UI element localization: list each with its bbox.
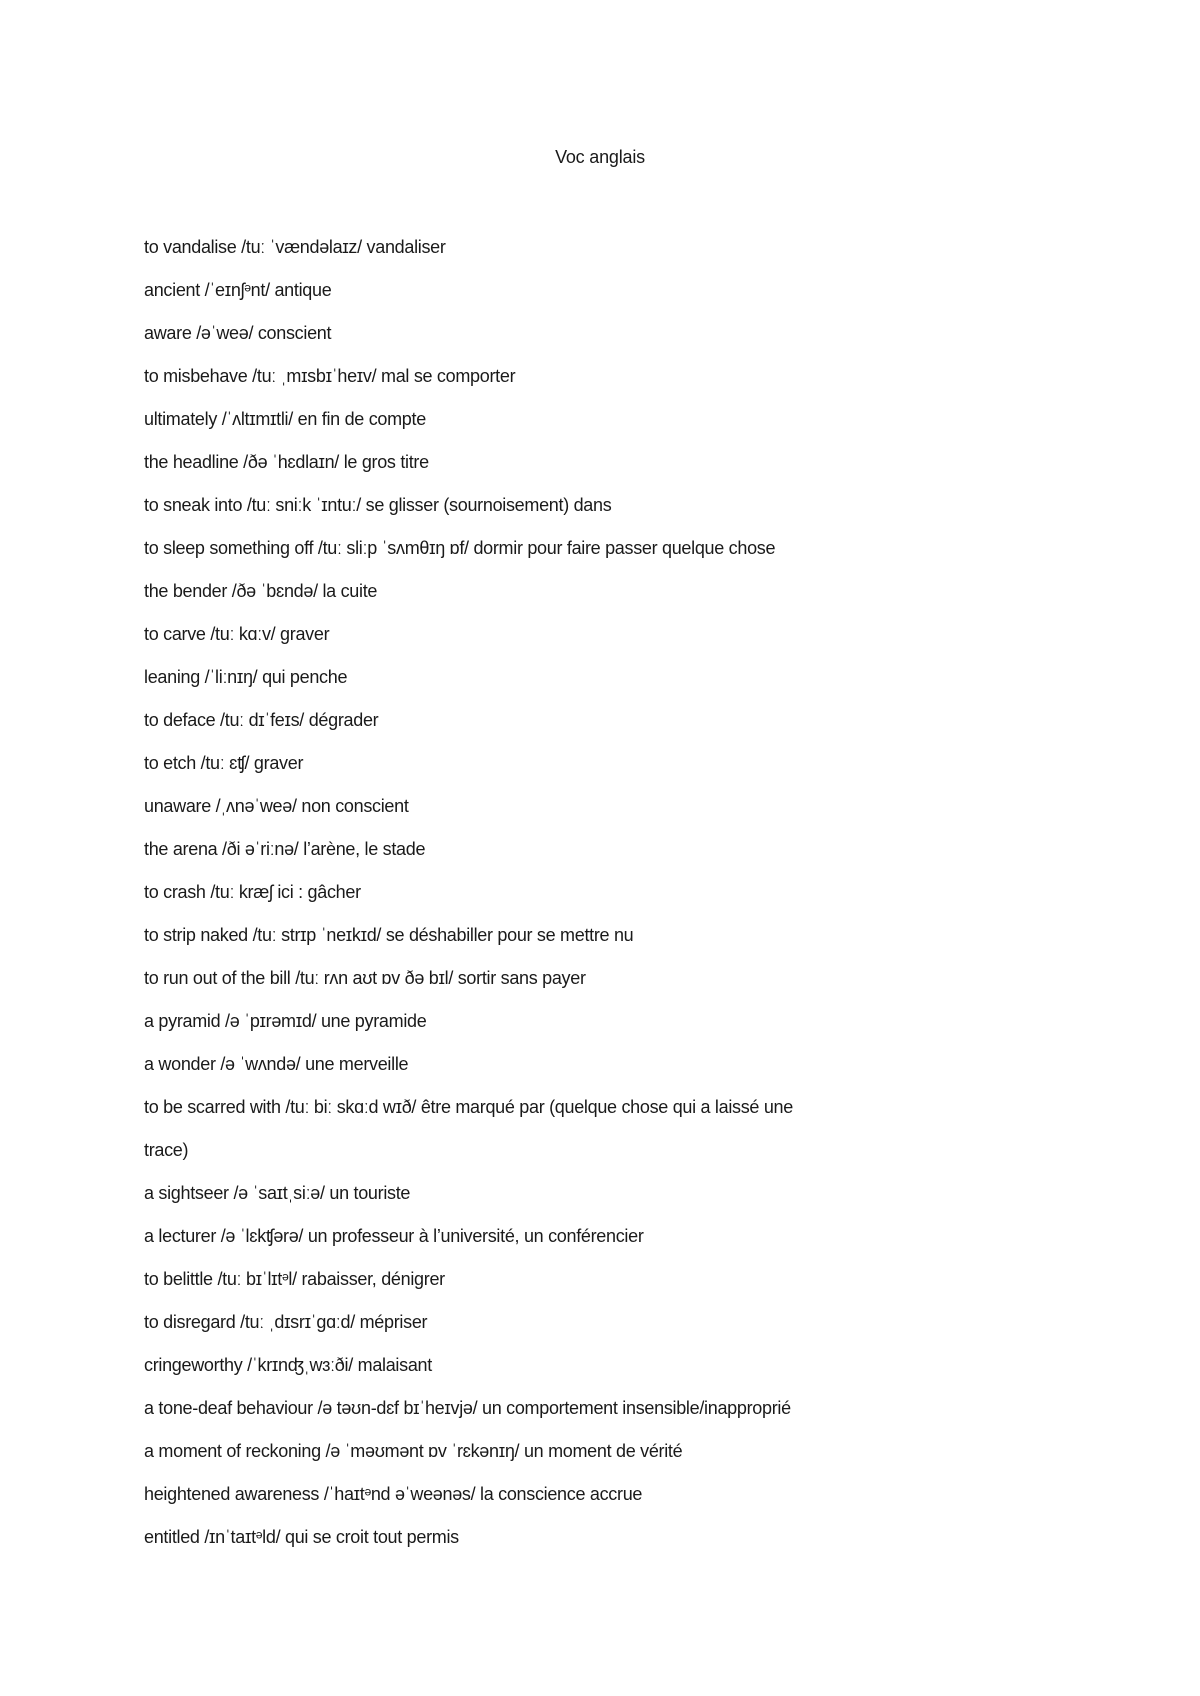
vocab-line: a sightseer /ə ˈsaɪtˌsiːə/ un touriste bbox=[144, 1183, 411, 1203]
vocab-line: to belittle /tuː bɪˈlɪtᵊl/ rabaisser, dénigrer bbox=[144, 1269, 445, 1289]
vocab-line: to sneak into /tuː sniːk ˈɪntuː/ se glisser (sournoisement) dans bbox=[144, 495, 612, 515]
vocab-line: aware /əˈweə/ conscient bbox=[144, 323, 332, 343]
vocab-line: to misbehave /tuː ˌmɪsbɪˈheɪv/ mal se comporter bbox=[144, 366, 516, 386]
vocab-line: to disregard /tuː ˌdɪsrɪˈgɑːd/ mépriser bbox=[144, 1312, 428, 1332]
vocab-line: to etch /tuː ɛʧ/ graver bbox=[144, 753, 304, 773]
vocab-line: to vandalise /tuː ˈvændəlaɪz/ vandaliser bbox=[144, 237, 446, 257]
vocab-line: to carve /tuː kɑːv/ graver bbox=[144, 624, 330, 644]
vocab-line: a wonder /ə ˈwʌndə/ une merveille bbox=[144, 1054, 409, 1074]
vocab-line: to crash /tuː kræʃ ici : gâcher bbox=[144, 882, 361, 902]
vocab-line: to run out of the bill /tuː rʌn aʊt ɒv ðə bɪl/ sortir sans payer bbox=[144, 968, 586, 988]
vocab-line: a moment of reckoning /ə ˈməʊmənt ɒv ˈrɛkənɪŋ/ un moment de vérité bbox=[144, 1441, 683, 1461]
vocab-line: to deface /tuː dɪˈfeɪs/ dégrader bbox=[144, 710, 379, 730]
vocab-line: ultimately /ˈʌltɪmɪtli/ en fin de compte bbox=[144, 409, 426, 429]
vocab-line: heightened awareness /ˈhaɪtᵊnd əˈweənəs/ la conscience accrue bbox=[144, 1484, 643, 1504]
vocab-line: leaning /ˈliːnɪŋ/ qui penche bbox=[144, 667, 348, 687]
vocab-line: to strip naked /tuː strɪp ˈneɪkɪd/ se déshabiller pour se mettre nu bbox=[144, 925, 634, 945]
vocab-line: ancient /ˈeɪnʃᵊnt/ antique bbox=[144, 280, 332, 300]
vocab-line: a lecturer /ə ˈlɛkʧərə/ un professeur à l’université, un conférencier bbox=[144, 1226, 644, 1246]
vocab-line: a pyramid /ə ˈpɪrəmɪd/ une pyramide bbox=[144, 1011, 427, 1031]
vocab-line: the arena /ði əˈriːnə/ l’arène, le stade bbox=[144, 839, 426, 859]
vocab-line: the bender /ðə ˈbɛndə/ la cuite bbox=[144, 581, 378, 601]
vocab-line: to be scarred with /tuː biː skɑːd wɪð/ être marqué par (quelque chose qui a laissé une bbox=[144, 1097, 793, 1117]
vocab-line: unaware /ˌʌnəˈweə/ non conscient bbox=[144, 796, 409, 816]
vocab-line: the headline /ðə ˈhɛdlaɪn/ le gros titre bbox=[144, 452, 429, 472]
vocab-line: a tone-deaf behaviour /ə təʊn-dɛf bɪˈheɪvjə/ un comportement insensible/inapproprié bbox=[144, 1398, 791, 1418]
document-title: Voc anglais bbox=[555, 147, 645, 167]
vocabulary-list bbox=[144, 226, 1044, 1559]
vocab-line: cringeworthy /ˈkrɪnʤˌwɜːði/ malaisant bbox=[144, 1355, 432, 1375]
vocab-line: to sleep something off /tuː sliːp ˈsʌmθɪŋ ɒf/ dormir pour faire passer quelque chose bbox=[144, 538, 776, 558]
vocab-line: entitled /ɪnˈtaɪtᵊld/ qui se croit tout permis bbox=[144, 1527, 459, 1547]
vocab-line-continuation: trace) bbox=[144, 1140, 189, 1160]
